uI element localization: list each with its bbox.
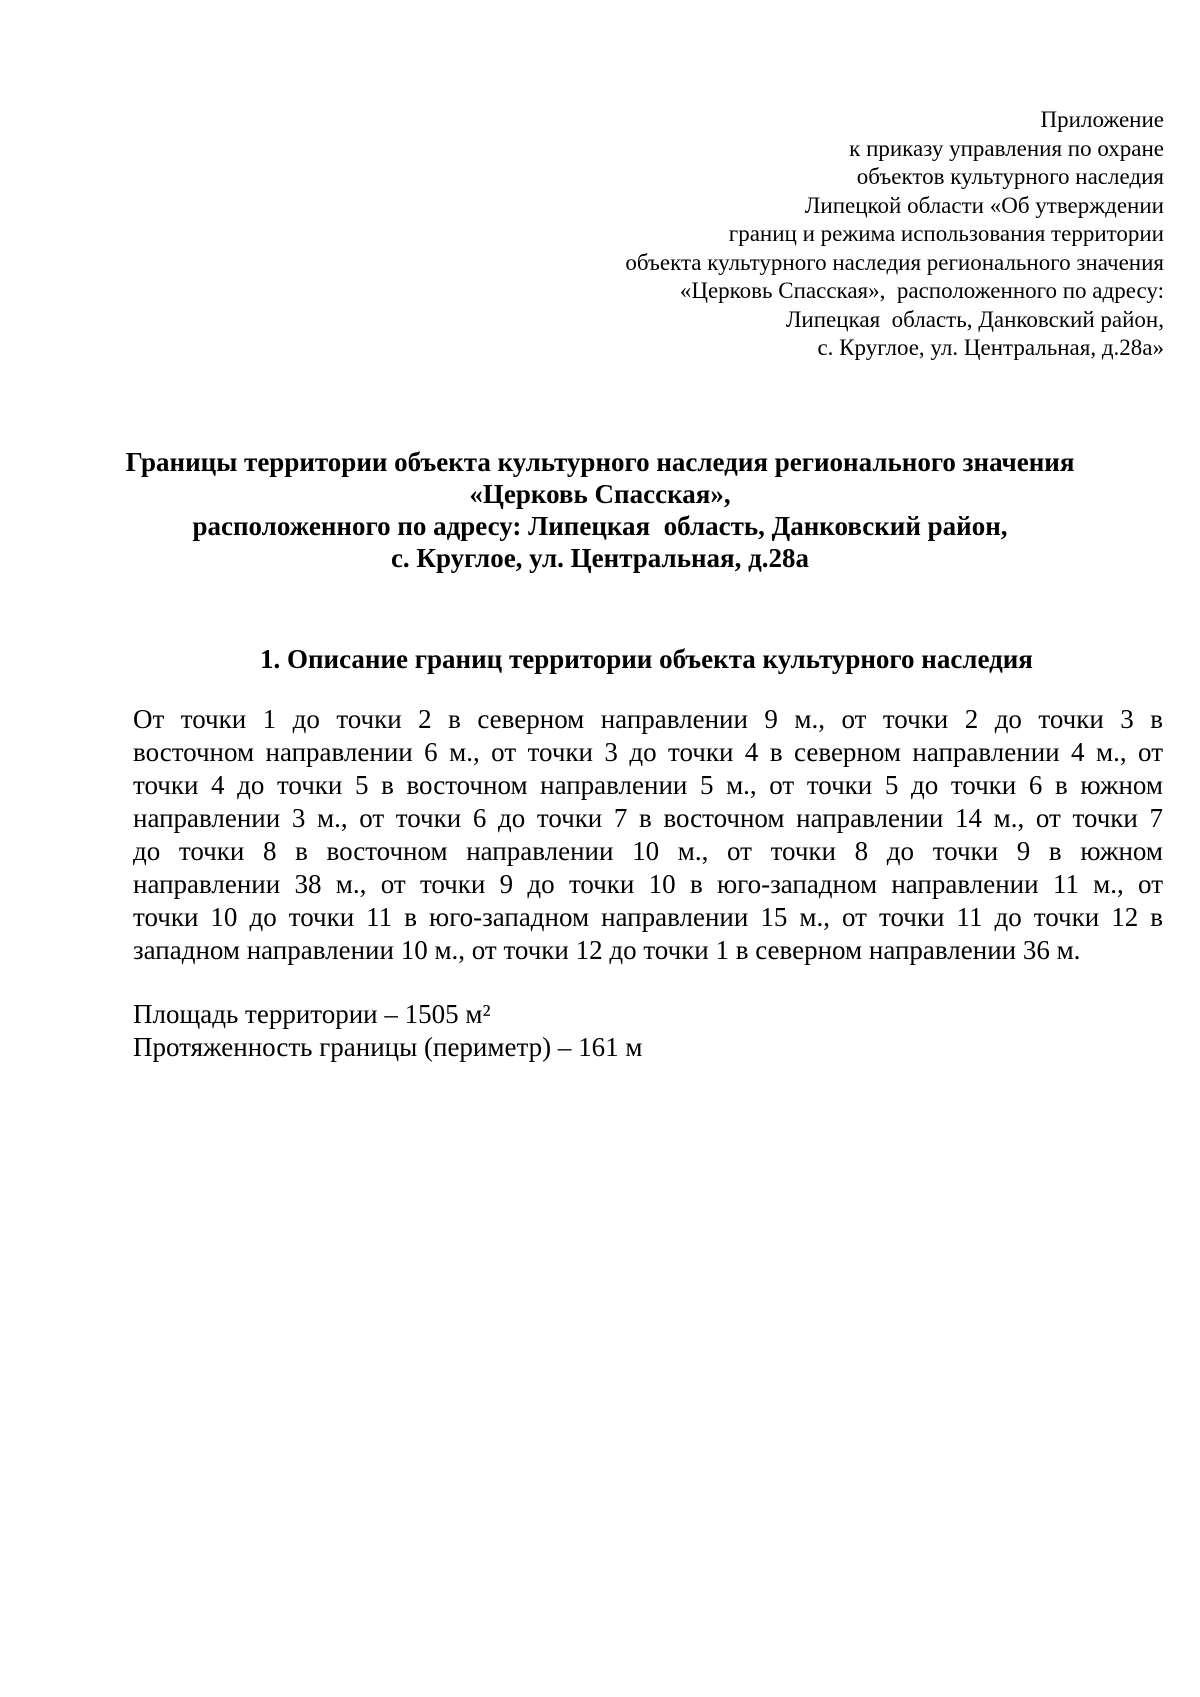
appendix-line: к приказу управления по охране	[849, 135, 1164, 161]
appendix-line: Приложение	[1040, 107, 1164, 132]
appendix-line: Липецкая область, Данковский район,	[785, 306, 1164, 332]
description-line: направлении 38 м., от точки 9 до точки 10 в юго-западном направлении 11 м., от	[133, 869, 1163, 899]
document-title	[80, 446, 1120, 574]
boundary-description	[133, 703, 1163, 967]
perimeter-text: Протяженность границы (периметр) – 161 м	[133, 1032, 643, 1062]
appendix-line: границ и режима использования территории	[728, 221, 1164, 246]
description-line: От точки 1 до точки 2 в северном направлении 9 м., от точки 2 до точки 3 в	[133, 704, 1163, 734]
appendix-line: объектов культурного наследия	[856, 164, 1164, 189]
title-line: Границы территории объекта культурного наследия регионального значения	[125, 447, 1075, 477]
title-line: «Церковь Спасская»,	[469, 479, 731, 509]
appendix-line: с. Круглое, ул. Центральная, д.28а»	[817, 335, 1164, 360]
description-line: до точки 8 в восточном направлении 10 м., от точки 8 до точки 9 в южном	[133, 836, 1163, 866]
territory-stats	[133, 998, 1033, 1064]
title-line: расположенного по адресу: Липецкая область, Данковский район,	[192, 511, 1008, 541]
appendix-line: объекта культурного наследия регионального значения	[625, 249, 1164, 275]
description-line: точки 10 до точки 11 в юго-западном направлении 15 м., от точки 11 до точки 12 в	[133, 902, 1163, 932]
description-line: восточном направлении 6 м., от точки 3 до точки 4 в северном направлении 4 м., от	[133, 737, 1163, 767]
description-line: направлении 3 м., от точки 6 до точки 7 в восточном направлении 14 м., от точки 7	[133, 803, 1163, 833]
description-line: западном направлении 10 м., от точки 12 до точки 1 в северном направлении 36 м.	[133, 935, 1081, 965]
area-text: Площадь территории – 1505 м²	[133, 999, 491, 1029]
description-line: точки 4 до точки 5 в восточном направлении 5 м., от точки 5 до точки 6 в южном	[133, 770, 1163, 800]
appendix-line: «Церковь Спасская», расположенного по адресу:	[679, 278, 1164, 303]
appendix-header	[464, 106, 1164, 363]
section-heading: 1. Описание границ территории объекта культурного наследия	[260, 644, 1033, 674]
appendix-line: Липецкой области «Об утверждении	[804, 192, 1164, 218]
title-line: с. Круглое, ул. Центральная, д.28а	[390, 543, 810, 573]
